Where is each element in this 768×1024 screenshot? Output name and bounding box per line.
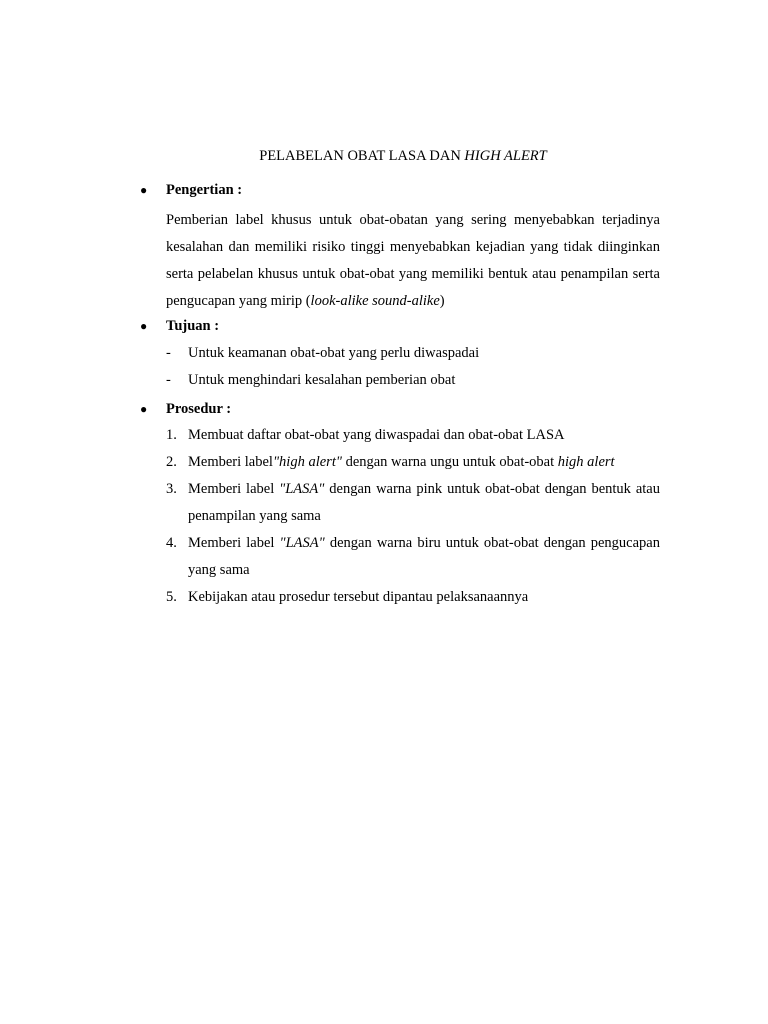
pengertian-text: Pemberian label khusus untuk obat-obatan yang sering menyebabkan terjadinya kesalahan dan memiliki risiko tinggi menyebabkan kejadian yang tidak diinginkan serta pelabelan khusus untuk obat-obat yang memiliki bentuk atau penampilan serta pengucapan yang mirip (: [166, 212, 660, 309]
pengertian-paragraph: [166, 207, 660, 315]
list-marker: 4.: [166, 535, 177, 551]
list-item: [166, 449, 660, 476]
bullet-icon: ●: [140, 319, 148, 333]
list-marker: 3.: [166, 481, 177, 497]
title-main-text: PELABELAN OBAT LASA DAN: [259, 148, 465, 164]
item-text-part: dengan warna pink untuk obat-obat dengan bentuk atau penampilan yang sama: [188, 481, 660, 524]
list-marker: -: [166, 345, 171, 361]
list-item: [166, 584, 660, 611]
list-item-text: Membuat daftar obat-obat yang diwaspadai dan obat-obat LASA: [188, 427, 565, 443]
item-text-part: dengan warna biru untuk obat-obat dengan pengucapan yang sama: [188, 535, 660, 578]
item-text-part: Memberi label: [188, 481, 280, 497]
list-marker: 5.: [166, 589, 177, 605]
list-item-text: [188, 449, 660, 476]
list-item: [166, 530, 660, 584]
list-item: [166, 476, 660, 530]
item-italic-part: "high alert": [272, 454, 342, 470]
item-text-part: dengan warna ungu untuk obat-obat: [341, 454, 558, 470]
pengertian-text-end: ): [439, 293, 445, 309]
item-text-part: Memberi label: [188, 454, 273, 470]
section-heading-tujuan: Tujuan :: [166, 318, 220, 334]
list-item: [166, 422, 660, 449]
list-item: [166, 367, 660, 394]
pengertian-italic-text: look-alike sound-alike: [310, 293, 440, 309]
section-heading-prosedur: Prosedur :: [166, 401, 232, 417]
section-heading-pengertian: Pengertian :: [166, 182, 243, 198]
item-italic-part: "LASA": [279, 535, 325, 551]
list-marker: 2.: [166, 454, 177, 470]
list-item-text: [188, 476, 660, 530]
title-italic-text: HIGH ALERT: [464, 148, 547, 164]
item-italic-part: "LASA": [279, 481, 325, 497]
list-item: [166, 340, 660, 367]
list-item-text: [188, 530, 660, 584]
list-item-text: Kebijakan atau prosedur tersebut dipantau pelaksanaannya: [188, 589, 529, 605]
bullet-icon: ●: [140, 183, 148, 197]
list-marker: 1.: [166, 427, 177, 443]
item-italic-part: high alert: [557, 454, 615, 470]
list-item-text: Untuk menghindari kesalahan pemberian obat: [188, 372, 456, 388]
document-title: [0, 148, 768, 165]
list-marker: -: [166, 372, 171, 388]
item-text-part: Memberi label: [188, 535, 280, 551]
list-item-text: Untuk keamanan obat-obat yang perlu diwaspadai: [188, 345, 480, 361]
bullet-icon: ●: [140, 402, 148, 416]
